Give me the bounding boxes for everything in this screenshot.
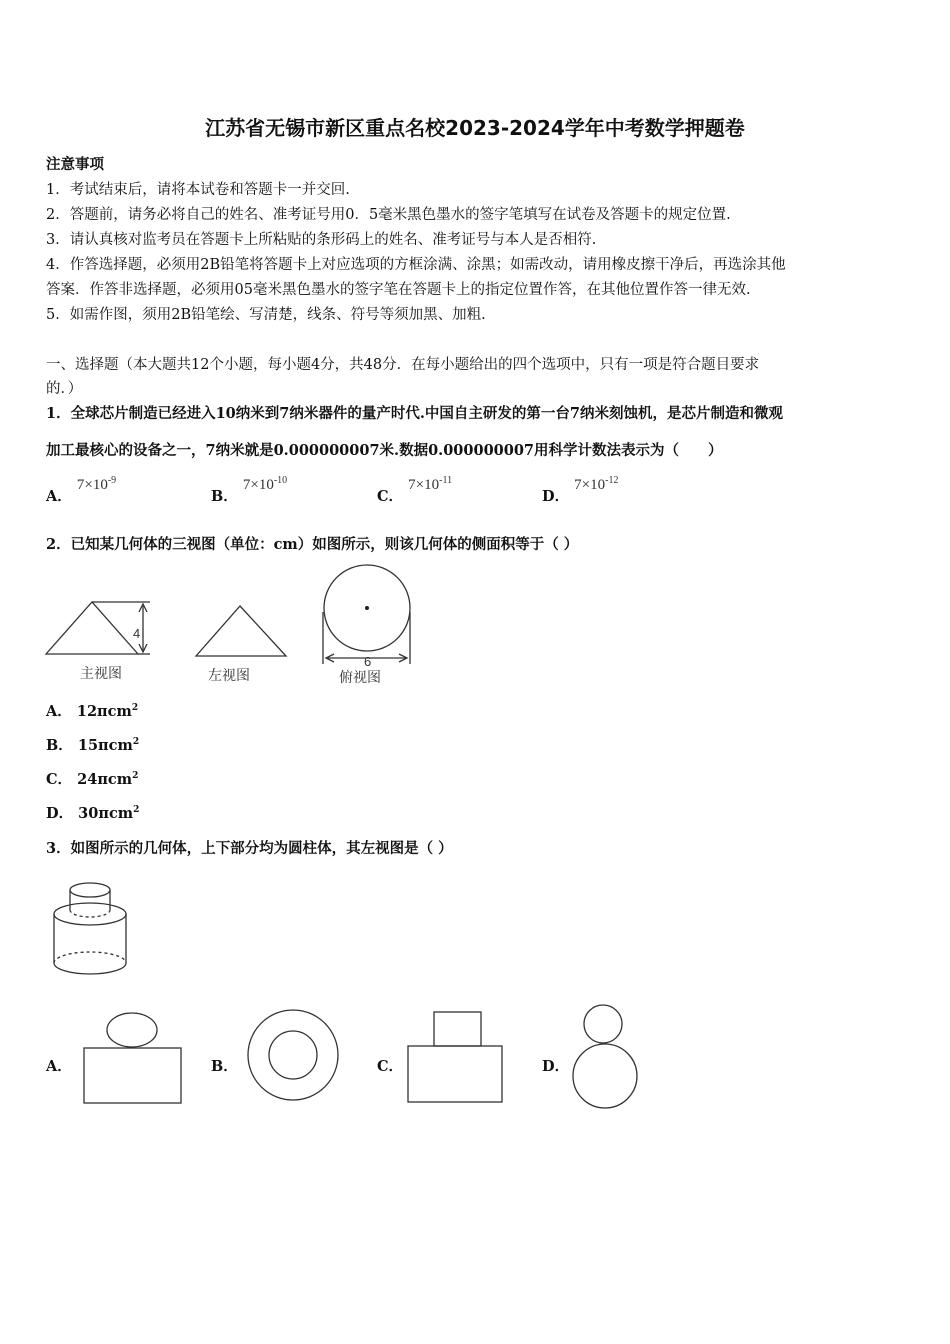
q1-text: 1．全球芯片制造已经进入10纳米到7纳米器件的量产时代.中国自主研发的第一台7纳米刻蚀机，是芯片制造和微观 [46,405,783,422]
q3-option-b[interactable]: B． [211,1058,238,1075]
center-point [365,606,369,610]
left-view-triangle [196,606,286,656]
section-heading: 一、选择题（本大题共12个小题，每小题4分，共48分．在每小题给出的四个选项中，只有一项是符合题目要求 [46,357,760,373]
q2-option-d[interactable] [46,802,139,823]
q3-option-c[interactable]: C． [377,1058,404,1075]
top-view-label: 俯视图 [339,669,381,685]
q2-text: 2．已知某几何体的三视图（单位：cm）如图所示，则该几何体的侧面积等于（ ） [46,536,579,553]
q2-option-d-value: 30πcm$^2$ [78,805,140,822]
notice-item-4: 4．作答选择题，必须用2B铅笔将答题卡上对应选项的方框涂满、涂黑；如需改动，请用橡皮擦干净后，再选涂其他 [46,257,786,273]
q1-option-d-value: $7\times 10^{-12}$ [574,475,619,493]
notice-item-1: 1．考试结束后，请将本试卷和答题卡一并交回. [46,182,350,198]
q3-option-c-figure [408,1012,502,1102]
q3-option-a-figure [84,1013,181,1103]
q3-text: 3．如图所示的几何体，上下部分均为圆柱体，其左视图是（ ） [46,840,453,857]
top-view-circle [323,565,410,664]
q3-option-a[interactable]: A． [46,1058,72,1075]
q2-option-a-value: 12πcm$^2$ [76,703,139,720]
q1-option-a-letter: A． [46,488,72,505]
q2-option-b[interactable] [46,734,139,755]
width-label: 6 [364,654,372,669]
notice-heading: 注意事项 [46,156,104,173]
q2-option-a[interactable] [46,700,138,721]
q2-option-c-letter: C． [46,771,73,788]
q1-option-a-value: $7\times 10^{-9}$ [76,475,117,493]
q1-option-d[interactable] [542,473,619,505]
q1-option-c[interactable] [377,473,453,505]
section-heading-cont: 的．） [46,381,83,397]
q1-option-c-value: $7\times 10^{-11}$ [408,475,453,493]
q1-text-cont: 加工最核心的设备之一，7纳米就是0.000000007米.数据0.000000007用科学计数法表示为（ ） [46,442,723,459]
stacked-cylinder-solid [54,883,126,974]
left-view-label: 左视图 [208,667,250,683]
q2-option-b-letter: B． [46,737,73,754]
q2-option-c[interactable] [46,768,138,789]
q1-option-c-letter: C． [377,488,404,505]
q1-option-d-letter: D． [542,488,570,505]
q1-option-b[interactable] [211,473,288,505]
height-label: 4 [133,626,141,641]
q3-option-d[interactable]: D． [542,1058,570,1075]
q1-option-b-value: $7\times 10^{-10}$ [242,475,288,493]
q3-option-b-figure [248,1010,338,1100]
q2-option-c-value: 24πcm$^2$ [77,771,139,788]
notice-item-4-cont: 答案．作答非选择题，必须用05毫米黑色墨水的签字笔在答题卡上的指定位置作答，在其他位置作答一律无效. [46,282,751,298]
q3-option-d-figure [573,1005,637,1108]
q2-option-b-value: 15πcm$^2$ [77,737,140,754]
q3-figures [0,870,950,1120]
notice-item-2: 2．答题前，请务必将自己的姓名、准考证号用0．5毫米黑色墨水的签字笔填写在试卷及答题卡的规定位置. [46,207,731,223]
q2-option-a-letter: A． [46,703,72,720]
page-title: 江苏省无锡市新区重点名校2023-2024学年中考数学押题卷 [205,116,745,140]
q2-option-d-letter: D． [46,805,74,822]
notice-item-5: 5．如需作图，须用2B铅笔绘、写清楚，线条、符号等须加黑、加粗. [46,307,486,323]
q1-option-b-letter: B． [211,488,238,505]
notice-item-3: 3．请认真核对监考员在答题卡上所粘贴的条形码上的姓名、准考证号与本人是否相符. [46,232,597,248]
q1-option-a[interactable] [46,473,117,505]
front-view-label: 主视图 [80,665,122,681]
q2-three-view-figure [0,560,950,690]
